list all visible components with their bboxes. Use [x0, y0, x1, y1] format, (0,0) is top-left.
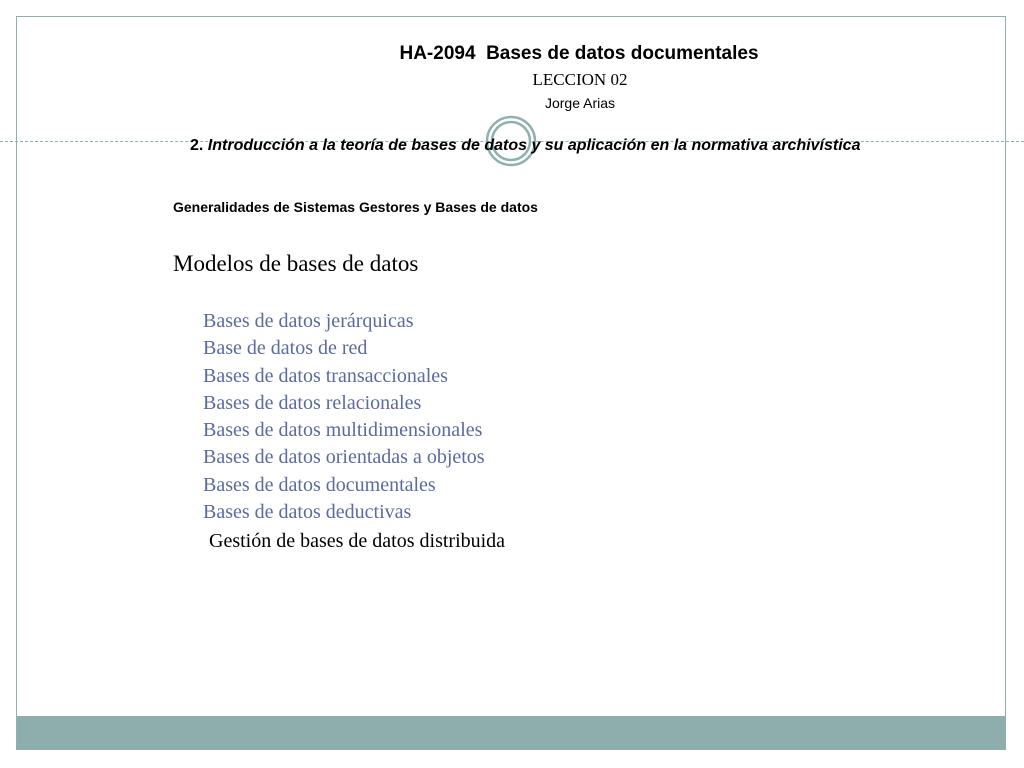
list-item: Base de datos de red — [203, 337, 368, 360]
author-name: Jorge Arias — [544, 95, 616, 111]
list-item: Bases de datos deductivas — [203, 501, 412, 524]
section-title: Introducción a la teoría de bases de datos y su aplicación en la normativa archivística — [207, 137, 861, 154]
section-number: 2. — [190, 137, 204, 154]
list-item: Bases de datos transaccionales — [203, 364, 448, 387]
list-item: Bases de datos multidimensionales — [203, 419, 483, 442]
distributed-item: Gestión de bases de datos distribuida — [209, 530, 506, 552]
list-item: Bases de datos orientadas a objetos — [203, 446, 485, 469]
models-title: Modelos de bases de datos — [173, 251, 419, 276]
bottom-band — [17, 716, 1005, 749]
list-item: Bases de datos relacionales — [203, 391, 422, 414]
lesson-label: LECCION 02 — [532, 70, 628, 89]
list-item: Bases de datos documentales — [203, 473, 436, 496]
model-list — [203, 308, 485, 526]
page-title: HA-2094 Bases de datos documentales — [399, 43, 759, 64]
subheading: Generalidades de Sistemas Gestores y Bases de datos — [173, 199, 538, 215]
section-heading — [190, 137, 990, 155]
list-item: Bases de datos jerárquicas — [203, 310, 414, 332]
